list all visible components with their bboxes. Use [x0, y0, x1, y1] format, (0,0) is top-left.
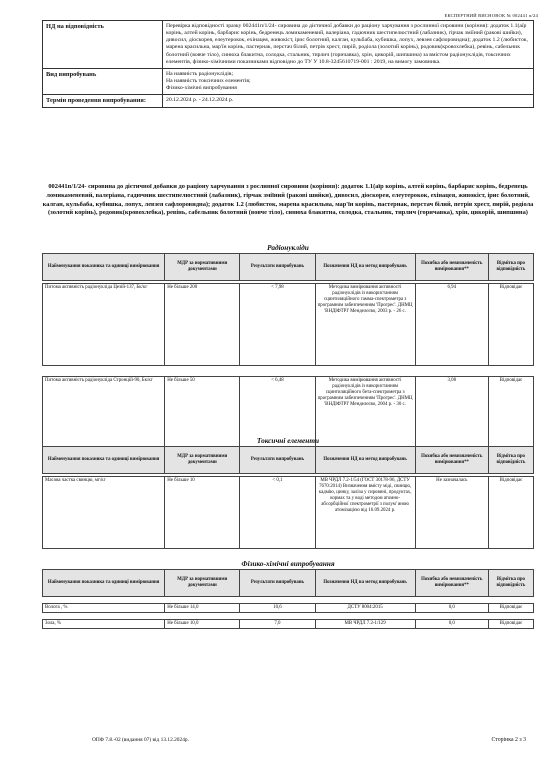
indicator-cell: Питома активність радіонукліда Стронцій-90, Бк/кг [43, 377, 165, 451]
compliance-cell: Відповідає [488, 377, 533, 451]
column-header: Похибка або невизначеність вимірювання** [415, 447, 488, 474]
column-header: Відмітка про відповідність [488, 570, 533, 597]
error-cell: 3,08 [415, 377, 488, 451]
compliance-cell: Відповідає [488, 284, 533, 366]
form-code-footer: ОПФ 7.8.-02 (видання 07) від 13.12.2024р. [92, 737, 189, 743]
page-number-footer: Сторінка 2 з 3 [491, 737, 526, 743]
column-header: Позначення НД на метод випробувань [315, 254, 415, 281]
table-row [43, 284, 534, 366]
column-header: Відмітка про відповідність [488, 447, 533, 474]
table-header-row [43, 447, 534, 474]
mdr-cell: Не більше 10,0 [165, 619, 240, 628]
meta-value [163, 95, 534, 108]
mdr-cell: Не більше 10 [165, 477, 240, 549]
mdr-cell: Не більше 200 [165, 284, 240, 366]
result-cell: < 6,48 [240, 377, 315, 451]
error-cell: 6,94 [415, 284, 488, 366]
method-cell: МВ ЧРДЛ 7.2-1/129 [315, 619, 415, 628]
meta-value [163, 21, 534, 69]
meta-row-period [43, 95, 534, 108]
column-header: Похибка або невизначеність вимірювання** [415, 254, 488, 281]
result-cell: < 0,1 [240, 477, 315, 549]
column-header: Позначення НД на метод випробувань [315, 447, 415, 474]
meta-key: Термін проведення випробування: [43, 95, 163, 108]
meta-value-line: Перевірка відповідності зразку 002441п/1/24- сировина до дієтичної добавки до раціону харчування з рослинної сировини (коріння): додаток 1.1(аїр корінь, алтей корінь, барбарис корінь, бедренець ломикаменевий, валеріана, гадючник шестипелюстний (лабазник), гірчак зміїний (ракові шийки), дивосил, діоскорея, елеутерокок, ехінацея, живокіст, ірис болотний, калган, кульбаба, кубишка, лопух, левзея сафлоровидна); додаток 1.2 (любисток, марена красильна, мар'їн корінь, пастернак, перстач білий, петрів хрест, пирій, родіола (золотий корінь), родовик(кровохлебка), ревінь, сабельник болотний (вовче тіло), синюха блакитна, солодка, стальник, тирлич (горичавка), хрін, цикорій, шипшина) за вмістом радіонуклідів, токсичних елементів, фізико-хімічними показниками відповідно до ТУ У 10.8-3245610719-001 : 2019, на вимогу замовника. [166, 23, 528, 65]
error-cell: 0,0 [415, 604, 488, 613]
result-cell: 10,6 [240, 604, 315, 613]
meta-value-line: Фізико-хімічні випробування [166, 85, 237, 91]
compliance-cell: Відповідає [488, 604, 533, 613]
meta-value-line: На наявність токсичних елементів; [166, 77, 251, 84]
column-header: Результати випробувань [240, 570, 315, 597]
section-title-physico-chemical: Фізико-хімічні випробування [241, 559, 335, 568]
method-cell: Методика вимірювання активності радіонуклідів із використанням сцинтиляційного бета-спектрометра з програмним забезпеченням 'Прогрес'. ДНМЦ 'ВНДІФТРІ' Менделєєво, 2004 р. - 30 с. [315, 377, 415, 451]
column-header: Позначення НД на метод випробувань [315, 570, 415, 597]
method-cell: ДСТУ 8004:2015 [315, 604, 415, 613]
column-header: Найменування показника та одиниці вимірювання [43, 254, 165, 281]
result-cell: 7,0 [240, 619, 315, 628]
table-row [43, 604, 534, 613]
error-cell: Не зазначалась [415, 477, 488, 549]
mdr-cell: Не більше 50 [165, 377, 240, 451]
table-spacer [43, 366, 534, 377]
table-spacer [43, 597, 534, 604]
report-number-header: ЕКСПЕРТНИЙ ВИСНОВОК № 002441 п/24 [444, 13, 538, 18]
column-header: Результати випробувань [240, 254, 315, 281]
sample-description: 002441п/1/24- сировина до дієтичної добавки до раціону харчування з рослинної сировини (коріння): додаток 1.1(аїр корінь, алтей корінь, барбарис корінь, бедренець ломикаменевий, валеріана, гадючник шестипелюстний (лабазник), гірчак зміїний (ракові шийки), дивосил, діоскорея, елеутерокок, ехінацея, живокіст, ірис болотний, калган, кульбаба, кубишка, лопух, левзея сафлоровидна); додаток 1.2 (любисток, марена красильна, мар'їн корінь, пастернак, перстач білий, петрів хрест, пирій, родіола (золотий корінь), родовик(кровохлебка), ревінь, сабельник болотний (вовче тіло), синюха блакитна, солодка, стальник, тирлич (горичавка), хрін, цикорій, шипшина) [42, 183, 534, 217]
meta-key: Вид випробувань [43, 68, 163, 94]
column-header: Похибка або невизначеність вимірювання** [415, 570, 488, 597]
column-header: Результати випробувань [240, 447, 315, 474]
column-header: МДР за нормативними документами [165, 570, 240, 597]
table-spacer [43, 612, 534, 619]
radionuclides-table [42, 253, 534, 451]
indicator-cell: Волога , % [43, 604, 165, 613]
result-cell: < 7,98 [240, 284, 315, 366]
meta-row-standard [43, 21, 534, 69]
column-header: Відмітка про відповідність [488, 254, 533, 281]
indicator-cell: Зола, % [43, 619, 165, 628]
toxic-elements-table [42, 446, 534, 549]
meta-key: НД на відповідність [43, 21, 163, 69]
meta-value [163, 68, 534, 94]
indicator-cell: Масова частка свинцю, мг/кг [43, 477, 165, 549]
meta-value-line: 20.12.2024 р. - 24.12.2024 р. [166, 97, 234, 104]
error-cell: 0,0 [415, 619, 488, 628]
compliance-cell: Відповідає [488, 477, 533, 549]
meta-value-line: На наявність радіонуклідів; [166, 70, 234, 77]
compliance-cell: Відповідає [488, 619, 533, 628]
physico-chemical-table [42, 569, 534, 629]
column-header: Найменування показника та одиниці вимірювання [43, 570, 165, 597]
method-cell: Методика вимірювання активності радіонуклідів із використанням сцинтиляційного гамма-спектрометра з програмним забезпеченням 'Прогрес'. ДНМЦ 'ВНДІФТРІ' Менделєєво, 2003 р. - 26 с. [315, 284, 415, 366]
table-row [43, 619, 534, 628]
column-header: Найменування показника та одиниці вимірювання [43, 447, 165, 474]
method-cell: МВ ЧРДЛ 7.2-1/54 (ГОСТ 30178-96, ДСТУ 7670:2014) Визначення вмісту міді, свинцю, кадмію, цинку, заліза у сировині, продуктах, кормах та у воді методом атомно-абсорбційної спектрометрії з полум' яною атомізацією від 16.09.2024 р. [315, 477, 415, 549]
table-row [43, 477, 534, 549]
indicator-cell: Питома активність радіонукліда Цезій-137, Бк/кг [43, 284, 165, 366]
section-title-radionuclides: Радіонукліди [267, 243, 309, 252]
table-header-row [43, 254, 534, 281]
mdr-cell: Не більше 14,0 [165, 604, 240, 613]
column-header: МДР за нормативними документами [165, 447, 240, 474]
meta-row-test-type [43, 68, 534, 94]
section-title-toxic-elements: Токсичні елементи [256, 436, 320, 445]
table-header-row [43, 570, 534, 597]
meta-table [42, 20, 534, 108]
column-header: МДР за нормативними документами [165, 254, 240, 281]
